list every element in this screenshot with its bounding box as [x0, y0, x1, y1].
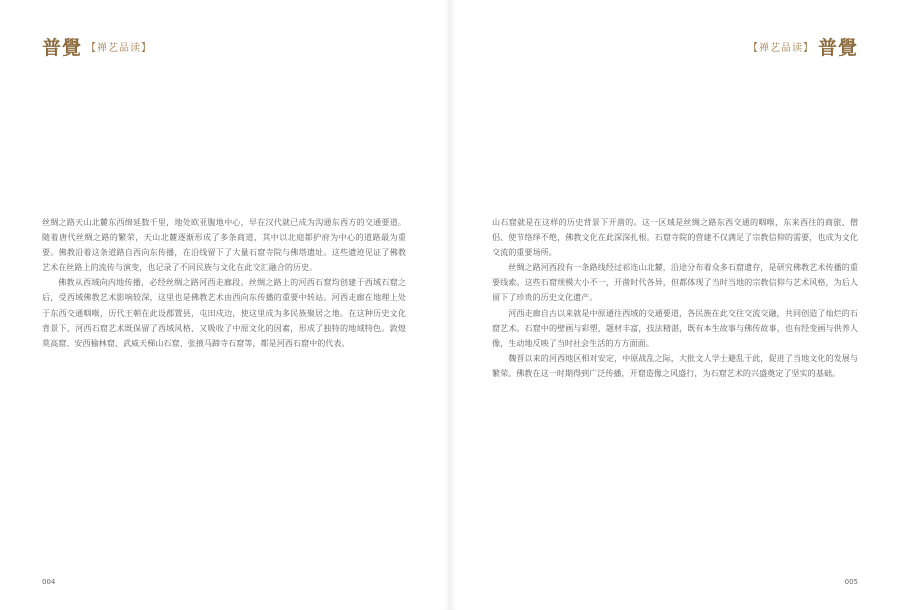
right-body-text [492, 215, 858, 381]
body-paragraph: 河西走廊自古以来就是中原通往西域的交通要道，各民族在此交往交流交融，共同创造了灿烂的石窟艺术。石窟中的壁画与彩塑，题材丰富，技法精湛，既有本生故事与佛传故事，也有经变画与供养人像，生动地反映了当时社会生活的方方面面。 [492, 307, 858, 348]
magazine-logo: 普覺 [42, 37, 83, 59]
body-paragraph: 丝绸之路河西段有一条路线经过祁连山北麓，沿途分布着众多石窟遗存，是研究佛教艺术传播的重要线索。这些石窟规模大小不一，开凿时代各异，但都体现了当时当地的宗教信仰与艺术风格，为后人留下了珍贵的历史文化遗产。 [492, 262, 858, 303]
body-paragraph: 魏晋以来的河西地区相对安定，中原战乱之际，大批文人学士避乱于此，促进了当地文化的发展与繁荣。佛教在这一时期得到广泛传播，开窟造像之风盛行，为石窟艺术的兴盛奠定了坚实的基础。 [492, 352, 858, 378]
section-tag: 【禅艺品读】 [86, 43, 153, 54]
right-header [748, 33, 858, 60]
left-body-text [42, 215, 406, 351]
body-paragraph: 山石窟就是在这样的历史背景下开凿的。这一区域是丝绸之路东西交通的咽喉，东来西往的商旅、僧侣、使节络绎不绝，佛教文化在此深深扎根。石窟寺院的营建不仅满足了宗教信仰的需要，也成为文化交流的重要场所。 [492, 217, 858, 258]
right-page [450, 0, 900, 610]
magazine-logo: 普覺 [817, 37, 858, 59]
page-number: 005 [844, 578, 858, 586]
page-number: 004 [42, 578, 56, 586]
body-paragraph: 佛教从西域向内地传播，必经丝绸之路河西走廊段。丝绸之路上的河西石窟均创建于西域石窟之后，受西域佛教艺术影响较深，这里也是佛教艺术由西向东传播的重要中转站。河西走廊在地理上处于东西交通咽喉，历代王朝在此设郡置县，屯田戍边，使这里成为多民族聚居之地。在这种历史文化背景下，河西石窟艺术既保留了西域风格，又吸收了中原文化的因素，形成了独特的地域特色。敦煌莫高窟、安西榆林窟、武威天梯山石窟、张掖马蹄寺石窟等，都是河西石窟中的代表。 [42, 277, 406, 348]
left-header [42, 33, 152, 60]
section-tag: 【禅艺品读】 [747, 43, 814, 54]
body-paragraph: 丝绸之路天山北麓东西绵延数千里，地处欧亚腹地中心，早在汉代就已成为沟通东西方的交通要道。随着唐代丝绸之路的繁荣，天山北麓逐渐形成了多条商道，其中以北庭都护府为中心的道路最为重要。佛教沿着这条道路自西向东传播，在沿线留下了大量石窟寺院与佛塔遗址。这些遗迹见证了佛教艺术在丝路上的流传与演变，也记录了不同民族与文化在此交汇融合的历史。 [42, 217, 406, 273]
